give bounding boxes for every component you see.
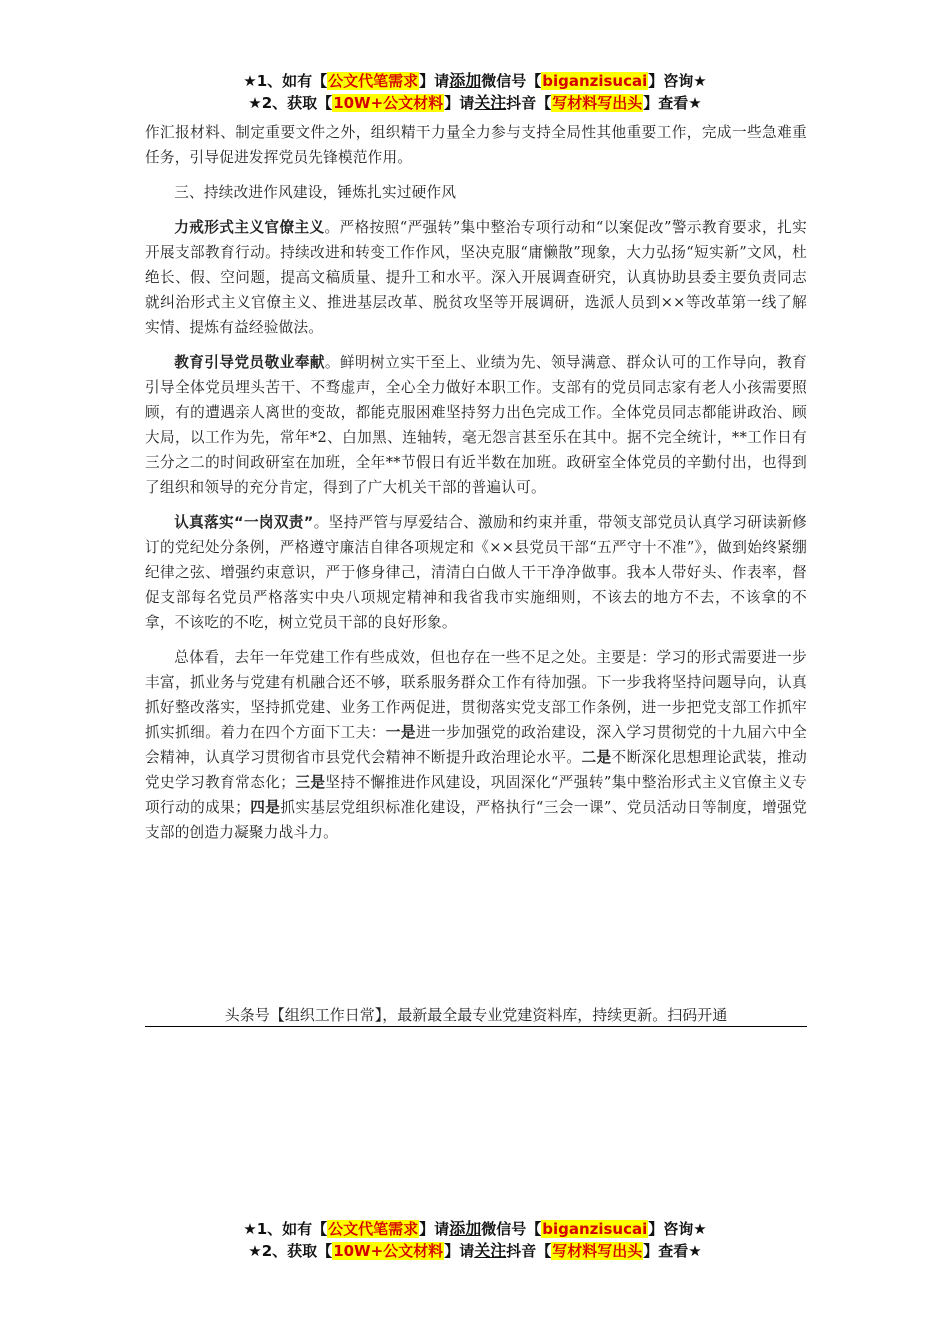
banner-text: 】请 — [419, 1220, 450, 1238]
paragraph-text: 坚持不懈推进作风建设，巩固深化“严强转”集中整治形式主义官僚主义专项行动的成果； — [145, 774, 807, 816]
banner-text: 抖音【 — [506, 1242, 552, 1260]
paragraph-text: 。坚持严管与厚爱结合、激励和约束并重，带领支部党员认真学习研读新修订的党纪处分条例，严格遵守廉洁自律各项规定和《××县党员干部“五严守十不准”》，做到始终紧绷纪律之弦、增强约束意识，严于修身律己，清清白白做人干干净净做事。我本人带好头、作表率，督促支部每名党员严格落实中央八项规定精神和我省我市实施细则，不该去的地方不去，不该拿的不拿，不该吃的不吃，树立党员干部的良好形象。 — [145, 514, 807, 631]
banner-text: 】查看★ — [643, 94, 702, 112]
banner-text: 】查看★ — [643, 1242, 702, 1260]
banner-text: 微信号【 — [481, 1220, 542, 1238]
banner-text: 】咨询★ — [648, 72, 707, 90]
keyword-first: 一是 — [385, 724, 416, 741]
wechat-id-highlight: biganzisucai — [542, 1220, 648, 1238]
paragraph-text: 进一步加强党的政治建设，深入学习贯彻党的十九届六中全会精神，认真学习贯彻省市县党代会精神不断提升政治理论水平。 — [145, 724, 807, 766]
banner-highlight: 公文代笔需求 — [328, 72, 419, 90]
paragraph-dedication — [145, 350, 807, 500]
wechat-id-highlight: biganzisucai — [542, 72, 648, 90]
banner-emphasis: 添加 — [449, 1219, 482, 1238]
douyin-id-highlight: 写材料写出头 — [552, 94, 643, 112]
banner-line-1 — [0, 1218, 950, 1240]
banner-text: ★2、获取【 — [248, 94, 333, 112]
banner-emphasis: 关注 — [474, 93, 507, 112]
banner-text: 】请 — [444, 94, 475, 112]
paragraph-responsibility — [145, 510, 807, 635]
keyword-third: 三是 — [295, 774, 326, 791]
banner-line-2 — [0, 1240, 950, 1262]
banner-highlight: 公文代笔需求 — [328, 1220, 419, 1238]
banner-emphasis: 添加 — [449, 71, 482, 90]
top-banner — [0, 70, 950, 114]
document-body — [145, 120, 807, 855]
banner-line-2 — [0, 92, 950, 114]
paragraph-summary — [145, 645, 807, 845]
paragraph-lead: 认真落实“一岗双责” — [174, 514, 314, 531]
paragraph-lead: 力戒形式主义官僚主义 — [174, 219, 325, 236]
paragraph-lead: 教育引导党员敬业奉献 — [174, 354, 325, 371]
section-heading: 三、持续改进作风建设，锤炼扎实过硬作风 — [174, 184, 457, 201]
banner-emphasis: 关注 — [474, 1241, 507, 1260]
banner-text: ★2、获取【 — [248, 1242, 333, 1260]
banner-text: 】请 — [444, 1242, 475, 1260]
douyin-id-highlight: 写材料写出头 — [552, 1242, 643, 1260]
keyword-fourth: 四是 — [250, 799, 281, 816]
paragraph-text: 。鲜明树立实干至上、业绩为先、领导满意、群众认可的工作导向，教育引导全体党员埋头苦干、不骛虚声，全心全力做好本职工作。支部有的党员同志家有老人小孩需要照顾，有的遭遇亲人离世的变故，都能克服困难坚持努力出色完成工作。全体党员同志都能讲政治、顾大局，以工作为先，常年*2、白加黑、连轴转，毫无怨言甚至乐在其中。据不完全统计，**工作日有三分之二的时间政研室在加班，全年**节假日有近半数在加班。政研室全体党员的辛勤付出，也得到了组织和领导的充分肯定，得到了广大机关干部的普遍认可。 — [145, 354, 807, 496]
paragraph-formalism — [145, 215, 807, 340]
banner-highlight: 10W+公文材料 — [333, 1242, 444, 1260]
bottom-banner — [0, 1218, 950, 1262]
paragraph-text: 。严格按照“严强转”集中整治专项行动和“以案促改”警示教育要求，扎实开展支部教育行动。持续改进和转变工作作风，坚决克服“庸懒散”现象，大力弘扬“短实新”文风，杜绝长、假、空问题，提高文稿质量、提升工和水平。深入开展调查研究，认真协助县委主要负责同志就纠治形式主义官僚主义、推进基层改革、脱贫攻坚等开展调研，选派人员到××等改革第一线了解实情、提炼有益经验做法。 — [145, 219, 807, 336]
banner-line-1 — [0, 70, 950, 92]
paragraph-text: 总体看，去年一年党建工作有些成效，但也存在一些不足之处。主要是：学习的形式需要进一步丰富，抓业务与党建有机融合还不够，联系服务群众工作有待加强。下一步我将坚持问题导向，认真抓好整改落实，坚持抓党建、业务工作两促进，贯彻落实党支部工作条例，进一步把党支部工作抓牢抓实抓细。着力在四个方面下工夫： — [145, 649, 807, 741]
paragraph-continued: 作汇报材料、制定重要文件之外，组织精干力量全力参与支持全局性其他重要工作，完成一些急难重任务，引导促进发挥党员先锋模范作用。 — [145, 124, 807, 166]
banner-text: ★1、如有【 — [243, 72, 328, 90]
paragraph-text: 不断深化思想理论武装，推动党史学习教育常态化； — [145, 749, 807, 791]
banner-highlight: 10W+公文材料 — [333, 94, 444, 112]
banner-text: 】请 — [419, 72, 450, 90]
paragraph-text: 抓实基层党组织标准化建设，严格执行“三会一课”、党员活动日等制度，增强党支部的创造力凝聚力战斗力。 — [145, 799, 807, 841]
banner-text: 微信号【 — [481, 72, 542, 90]
banner-text: 抖音【 — [506, 94, 552, 112]
banner-text: 】咨询★ — [648, 1220, 707, 1238]
footer-promo: 头条号【组织工作日常】，最新最全最专业党建资料库，持续更新。扫码开通 — [145, 1004, 807, 1027]
keyword-second: 二是 — [581, 749, 612, 766]
banner-text: ★1、如有【 — [243, 1220, 328, 1238]
